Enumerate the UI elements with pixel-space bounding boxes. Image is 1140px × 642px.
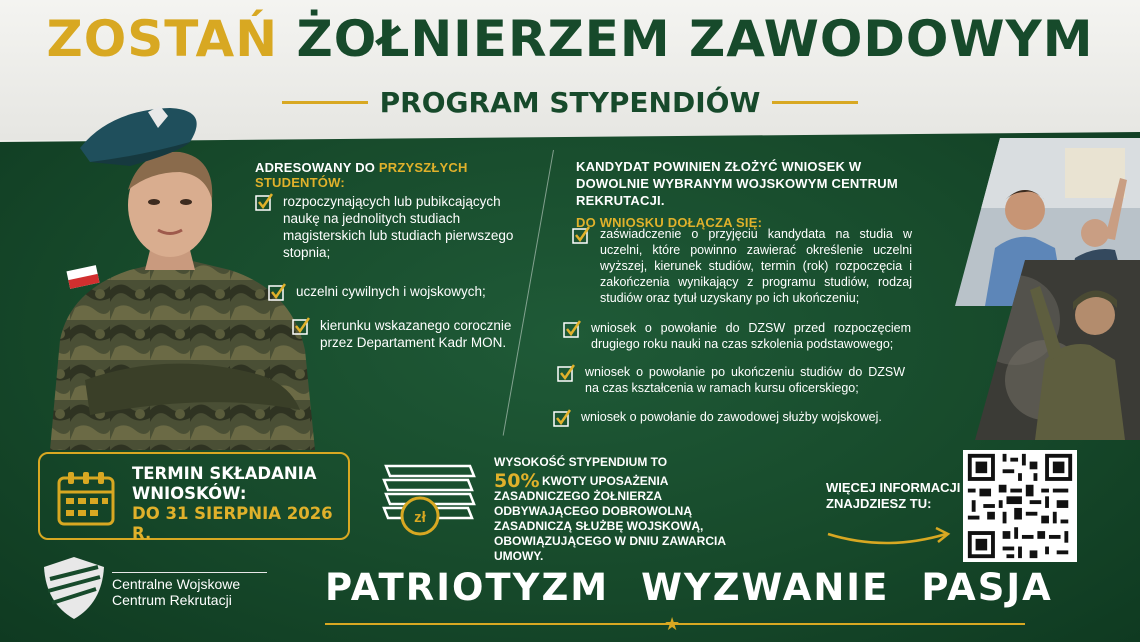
slogan-word-pasja: PASJA: [921, 566, 1053, 609]
right-column: [576, 158, 936, 230]
deadline-line2: WNIOSKÓW:: [132, 484, 247, 503]
page-title: [0, 10, 1140, 68]
money-stack-icon: [380, 458, 480, 538]
logo-text: [112, 576, 240, 608]
arrow-right-icon: [826, 522, 954, 552]
stipend-percent: 50%: [494, 470, 540, 492]
subtitle: PROGRAM STYPENDIÓW: [379, 86, 761, 119]
left-item-text: uczelni cywilnych i wojskowych;: [296, 284, 486, 299]
left-heading-part2: PRZYSZŁYCH STUDENTÓW:: [255, 160, 468, 190]
right-item-text: wniosek o powołanie po ukończeniu studiów do DZSW na czas kształcenia w ramach kursu oficerskiego;: [585, 365, 905, 395]
left-item-text: rozpoczynających lub pubikcających naukę na jednolitych studiach magisterskich lub studiach pierwszego stopnia;: [283, 194, 514, 260]
checkbox-icon: [563, 320, 581, 338]
stipend-label: WYSOKOŚĆ STYPENDIUM TO: [494, 455, 668, 469]
logo-rule: [112, 572, 267, 573]
slogan-word-patriotyzm: PATRIOTYZM: [325, 566, 610, 609]
more-info-line1: WIĘCEJ INFORMACJI: [826, 480, 961, 495]
subtitle-line-right: [772, 101, 858, 104]
more-info-line2: ZNAJDZIESZ TU:: [826, 496, 932, 511]
list-item: [557, 364, 905, 396]
right-intro: KANDYDAT POWINIEN ZŁOŻYĆ WNIOSEK W DOWOLNIE WYBRANYM WOJSKOWYM CENTRUM REKRUTACJI.: [576, 159, 898, 208]
deadline-box: [38, 452, 350, 543]
list-item: [563, 320, 911, 352]
right-item-text: wniosek o powołanie do zawodowej służby wojskowej.: [581, 410, 882, 424]
title-part2: ŻOŁNIERZEM ZAWODOWYM: [296, 10, 1094, 68]
list-item: [255, 193, 515, 261]
right-item-text: wniosek o powołanie do DZSW przed rozpoczęciem drugiego roku nauki na czas szkolenia podstawowego;: [591, 321, 911, 351]
calendar-icon: [56, 468, 116, 528]
checkbox-icon: [557, 364, 575, 382]
soldier-illustration: [30, 80, 330, 450]
title-part1: ZOSTAŃ: [46, 10, 279, 68]
star-icon: ★: [664, 614, 681, 634]
logo-line1: Centralne Wojskowe: [112, 576, 241, 592]
checkbox-icon: [255, 193, 273, 211]
left-column: [255, 160, 545, 190]
checkbox-icon: [268, 283, 286, 301]
list-item: [292, 317, 517, 351]
deadline-line1: TERMIN SKŁADANIA: [132, 464, 317, 483]
qr-code[interactable]: [963, 450, 1077, 562]
checkbox-icon: [292, 317, 310, 335]
left-heading: [255, 160, 545, 190]
deadline-date: DO 31 SIERPNIA 2026 R.: [132, 504, 333, 543]
more-info: [826, 480, 960, 512]
list-item: [268, 283, 508, 301]
attachments-heading: DO WNIOSKU DOŁĄCZA SIĘ:: [576, 215, 763, 230]
stipend-text: KWOTY UPOSAŻENIA ZASADNICZEGO ŻOŁNIERZA ODBYWAJĄCEGO DOBROWOLNĄ ZASADNICZĄ SŁUŻBĘ WOJSKOWĄ, OBOWIĄZUJĄCEGO W DNIU ZAWARCIA UMOWY.: [494, 474, 726, 563]
slogan: [325, 566, 1053, 609]
left-item-text: kierunku wskazanego corocznie przez Departament Kadr MON.: [320, 318, 512, 350]
left-heading-part1: ADRESOWANY DO: [255, 160, 376, 175]
deadline-text: [132, 464, 348, 544]
checkbox-icon: [572, 226, 590, 244]
list-item: [553, 409, 893, 427]
list-item: [572, 226, 912, 306]
cwcr-logo-icon: [42, 555, 106, 621]
logo-line2: Centrum Rekrutacji: [112, 592, 232, 608]
right-item-text: zaświadczenie o przyjęciu kandydata na studia w uczelni, które powinno zawierać określenie uczelni wyższej, kierunek studiów, termin (rok) rozpoczęcia i zakończenia wynikający z programu studiów, rodzaj studiów oraz tytuł uzyskany po ich ukończeniu;: [600, 227, 912, 305]
coin-label: zł: [414, 509, 426, 526]
checkbox-icon: [553, 409, 571, 427]
slogan-word-wyzwanie: WYZWANIE: [641, 566, 890, 609]
